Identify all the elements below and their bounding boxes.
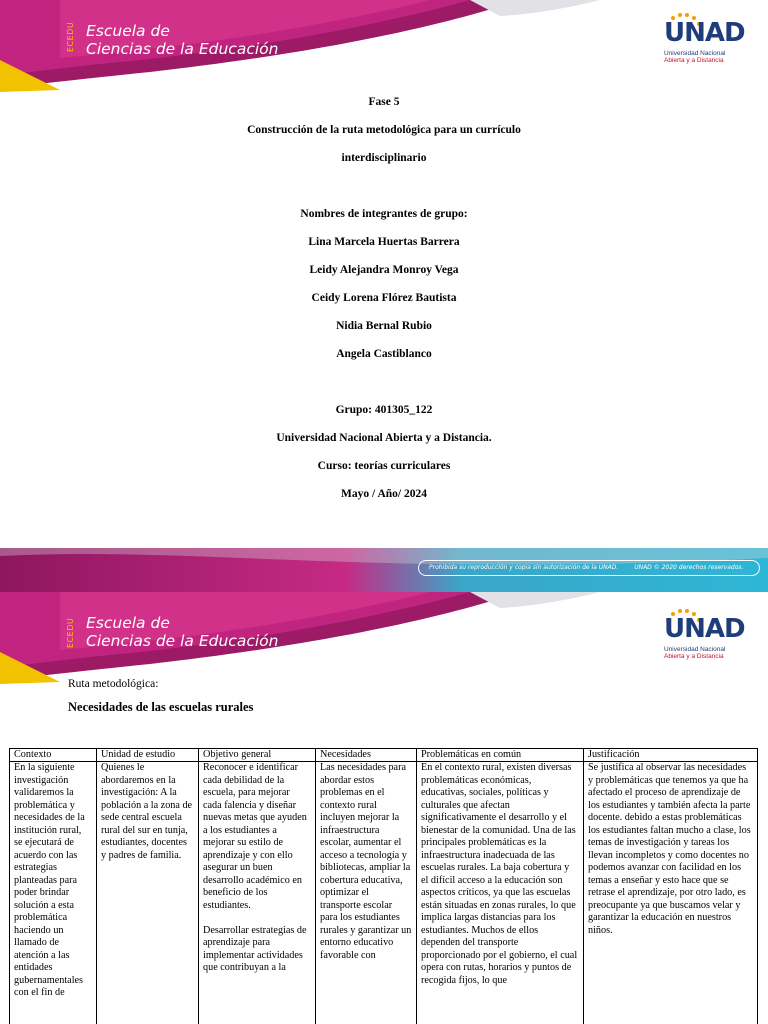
spacer	[0, 370, 768, 398]
member-name: Angela Castiblanco	[336, 348, 432, 360]
logo-wordmark: UNAD	[664, 614, 745, 644]
table-title: Necesidades de las escuelas rurales	[68, 700, 254, 714]
col-header: Contexto	[10, 749, 97, 762]
table-row	[10, 762, 758, 1024]
group-number: Grupo: 401305_122	[335, 404, 433, 416]
justification-cell: Se justifica al observar las necesidades y problemáticas que tenemos ya que ha afectado el proceso de aprendizaje de los estudiantes y también afecta la parte docente. debido a estas problemáticas los estudiantes faltan mucho a clase, los temas de investigación y tareas los llevan incompletos y como docentes no podemos avanzar con facilidad en los temas a enseñar y esto hace que se retrase el aprendizaje, por otro lado, es preocupante ya que buscamos velar y garantizar la educación en nuestros niños.	[584, 762, 758, 1024]
legal-notice	[418, 560, 760, 576]
route-label: Ruta metodológica:	[68, 678, 159, 690]
spacer	[0, 174, 768, 202]
doc-title-line-2: interdisciplinario	[341, 152, 427, 164]
context-cell: En la siguiente investigación validaremos la problemática y necesidades de la institución rural, se ejecutará de acuerdo con las estrategias planteadas para poder brindar solución a esta problemática haciendo un llamado de atención a las entidades gubernamentales con el fin de	[10, 762, 97, 1024]
col-header: Necesidades	[316, 749, 417, 762]
logo-sub-line-2: Abierta y a Distancia	[664, 653, 724, 660]
rights-notice: UNAD © 2020 derechos reservados.	[634, 564, 744, 571]
brand-line-1: Escuela de	[86, 22, 170, 40]
member-name: Leidy Alejandra Monroy Vega	[309, 264, 459, 276]
school-brand	[86, 22, 278, 58]
table-page	[0, 592, 768, 1024]
members-heading: Nombres de integrantes de grupo:	[300, 208, 468, 220]
objective-paragraph: Desarrollar estrategias de aprendizaje para implementar actividades que contribuyan a la	[203, 924, 307, 973]
blank-line	[203, 912, 311, 925]
brand-line-2: Ciencias de la Educación	[86, 632, 279, 650]
school-brand	[86, 614, 278, 650]
logo-subtitle	[664, 50, 746, 64]
col-header: Unidad de estudio	[97, 749, 199, 762]
needs-cell: Las necesidades para abordar estos problemas en el contexto rural incluyen mejorar la infraestructura escolar, aumentar el acceso a tecnología y bibliotecas, ampliar la cobertura educativa, optimizar el transporte escolar para los estudiantes rurales y garantizar un entorno educativo favorable con	[316, 762, 417, 1024]
unad-logo	[664, 608, 746, 658]
logo-sub-line-1: Universidad Nacional	[664, 50, 726, 57]
phase-title: Fase 5	[368, 96, 400, 108]
copy-notice: Prohibida su reproducción y copia sin autorización de la UNAD.	[429, 564, 619, 571]
table-header-row	[10, 749, 758, 762]
needs-table	[9, 748, 758, 1024]
unad-logo	[664, 12, 746, 62]
col-header: Objetivo general	[199, 749, 316, 762]
brand-line-2: Ciencias de la Educación	[86, 40, 279, 58]
study-unit-cell: Quienes le abordaremos en la investigación: A la población a la zona de sede central escuela rural del sur en tunja, estudiantes, docentes y padres de familia.	[97, 762, 199, 1024]
problems-cell: En el contexto rural, existen diversas problemáticas económicas, educativas, sociales, políticas y culturales que afectan significativamente el desarrollo y el bienestar de la comunidad. Una de las principales problemáticas es la infraestructura inadecuada de las escuelas rurales. La baja cobertura y el difícil acceso a la educación son aspectos críticos, ya que las escuelas están situadas en zonas rurales, lo que implica largas distancias para los estudiantes. Muchos de ellos dependen del transporte proporcionado por el gobierno, el cual opera con rutas, horarios y puntos de recogida fijos, lo que	[417, 762, 584, 1024]
member-name: Ceidy Lorena Flórez Bautista	[311, 292, 457, 304]
objective-paragraph: Reconocer e identificar cada debilidad de la escuela, para mejorar cada falencia y diseñar nuevas metas que ayuden a los estudiantes a mejorar su estilo de aprendizaje y con ello asegurar un buen desarrollo académico en beneficio de los estudiantes.	[203, 762, 307, 911]
member-name: Nidia Bernal Rubio	[336, 320, 432, 332]
col-header: Problemáticas en común	[417, 749, 584, 762]
cover-text	[0, 90, 768, 510]
page-footer-band	[0, 548, 768, 592]
date: Mayo / Año/ 2024	[341, 488, 427, 500]
logo-sub-line-2: Abierta y a Distancia	[664, 57, 724, 64]
logo-wordmark: UNAD	[664, 18, 745, 48]
course-name: Curso: teorías curriculares	[317, 460, 451, 472]
member-name: Lina Marcela Huertas Barrera	[308, 236, 460, 248]
ecedu-side-tag: ECEDU	[66, 617, 75, 648]
university-name: Universidad Nacional Abierta y a Distancia.	[276, 432, 492, 444]
brand-line-1: Escuela de	[86, 614, 170, 632]
objective-cell	[199, 762, 316, 1024]
doc-title-line-1: Construcción de la ruta metodológica para un currículo	[247, 124, 521, 136]
logo-sub-line-1: Universidad Nacional	[664, 646, 726, 653]
logo-subtitle	[664, 646, 746, 660]
ecedu-side-tag: ECEDU	[66, 21, 75, 52]
col-header: Justificación	[584, 749, 758, 762]
